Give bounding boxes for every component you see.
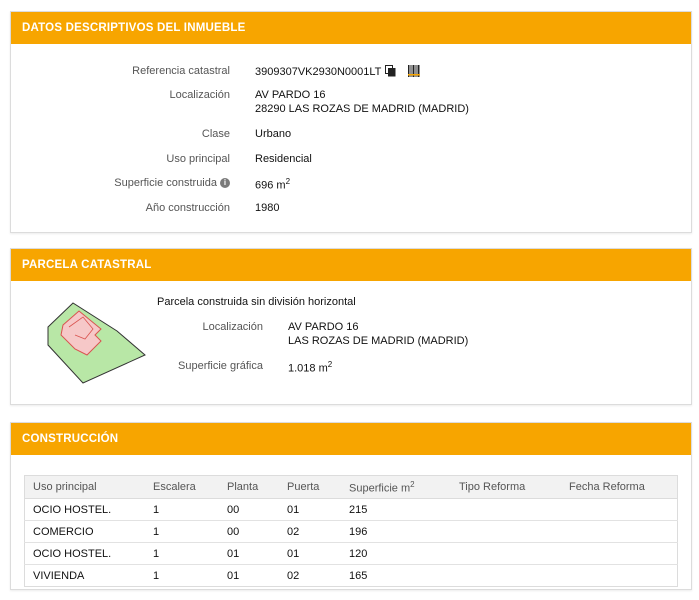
col-superficie	[341, 476, 451, 499]
superficie-construida-label-row	[11, 177, 230, 189]
cell-fecha-reforma	[561, 499, 678, 521]
col-puerta-label: Puerta	[287, 481, 320, 493]
barcode-icon[interactable]	[408, 65, 420, 80]
construccion-header: CONSTRUCCIÓN	[11, 423, 691, 455]
clase-value: Urbano	[255, 128, 292, 140]
cell-tipo-reforma	[451, 543, 561, 565]
cell-puerta: 01	[279, 543, 341, 565]
anio-construccion-value: 1980	[255, 202, 280, 214]
cell-puerta: 02	[279, 521, 341, 543]
cell-tipo-reforma	[451, 499, 561, 521]
copy-icon[interactable]	[385, 65, 396, 80]
parcela-catastral-header: PARCELA CATASTRAL	[11, 249, 691, 281]
cell-fecha-reforma	[561, 565, 678, 587]
table-row	[25, 543, 678, 565]
cell-uso-principal: OCIO HOSTEL.	[25, 499, 146, 521]
datos-descriptivos-panel	[10, 11, 692, 233]
cell-escalera: 1	[145, 521, 219, 543]
cell-planta: 00	[219, 521, 279, 543]
table-row	[25, 499, 678, 521]
parcela-localizacion-line2: LAS ROZAS DE MADRID (MADRID)	[288, 335, 469, 347]
referencia-label: Referencia catastral	[132, 65, 230, 77]
superficie-grafica-unit-sup: 2	[327, 360, 333, 369]
localizacion-label: Localización	[169, 89, 230, 101]
cell-uso-principal: OCIO HOSTEL.	[25, 543, 146, 565]
cell-fecha-reforma	[561, 521, 678, 543]
col-planta: Planta	[219, 476, 279, 499]
construccion-table-body	[25, 499, 678, 587]
superficie-construida-value-row	[255, 177, 290, 192]
table-row	[25, 565, 678, 587]
cell-tipo-reforma	[451, 521, 561, 543]
superficie-grafica-label: Superficie gráfica	[178, 360, 263, 372]
cell-tipo-reforma	[451, 565, 561, 587]
superficie-construida-unit-sup: 2	[285, 177, 291, 186]
col-uso-principal: Uso principal	[25, 476, 146, 499]
col-fecha-reforma: Fecha Reforma	[561, 476, 678, 499]
clase-label: Clase	[201, 128, 230, 140]
uso-principal-value: Residencial	[255, 153, 312, 165]
uso-principal-label: Uso principal	[166, 153, 230, 165]
superficie-grafica-value: 1.018 m	[288, 362, 328, 375]
cell-puerta: 01	[279, 499, 341, 521]
anio-construccion-label: Año construcción	[145, 202, 230, 214]
parcela-localizacion-label: Localización	[202, 321, 263, 333]
cell-uso-principal: VIVIENDA	[33, 569, 85, 582]
superficie-construida-label: Superficie construida	[114, 177, 217, 189]
superficie-grafica-value-row	[288, 360, 332, 375]
referencia-value[interactable]: 3909307VK2930N0001LT	[255, 66, 382, 78]
cell-escalera: 1	[153, 569, 160, 582]
cell-planta: 00	[219, 499, 279, 521]
datos-descriptivos-header: DATOS DESCRIPTIVOS DEL INMUEBLE	[11, 12, 691, 44]
col-superficie-label: Superficie m	[349, 482, 411, 495]
cell-uso-principal: COMERCIO	[25, 521, 146, 543]
col-superficie-unit-sup: 2	[410, 479, 415, 489]
referencia-value-row	[255, 65, 420, 80]
table-header-row	[25, 476, 678, 499]
localizacion-line2: 28290 LAS ROZAS DE MADRID (MADRID)	[255, 103, 469, 115]
parcela-titulo: Parcela construida sin división horizontal	[157, 296, 356, 308]
col-tipo-reforma: Tipo Reforma	[451, 476, 561, 499]
cell-planta: 01	[227, 569, 240, 582]
cell-puerta: 02	[287, 569, 300, 582]
parcela-catastral-panel	[10, 248, 692, 405]
col-escalera: Escalera	[145, 476, 219, 499]
localizacion-line1: AV PARDO 16	[255, 89, 326, 101]
col-puerta	[279, 476, 341, 499]
cell-superficie: 120	[341, 543, 451, 565]
table-row	[25, 521, 678, 543]
cell-superficie: 196	[341, 521, 451, 543]
cell-fecha-reforma	[561, 543, 678, 565]
construccion-panel	[10, 422, 692, 590]
construccion-table	[24, 475, 678, 587]
parcela-localizacion-line1: AV PARDO 16	[288, 321, 359, 333]
parcel-map-thumbnail[interactable]	[45, 295, 151, 387]
cell-superficie: 215	[341, 499, 451, 521]
info-icon[interactable]: i	[220, 178, 230, 188]
cell-escalera: 1	[145, 543, 219, 565]
cell-planta: 01	[219, 543, 279, 565]
superficie-construida-value: 696 m	[255, 179, 286, 192]
cell-escalera: 1	[145, 499, 219, 521]
cell-superficie: 165	[349, 569, 368, 582]
